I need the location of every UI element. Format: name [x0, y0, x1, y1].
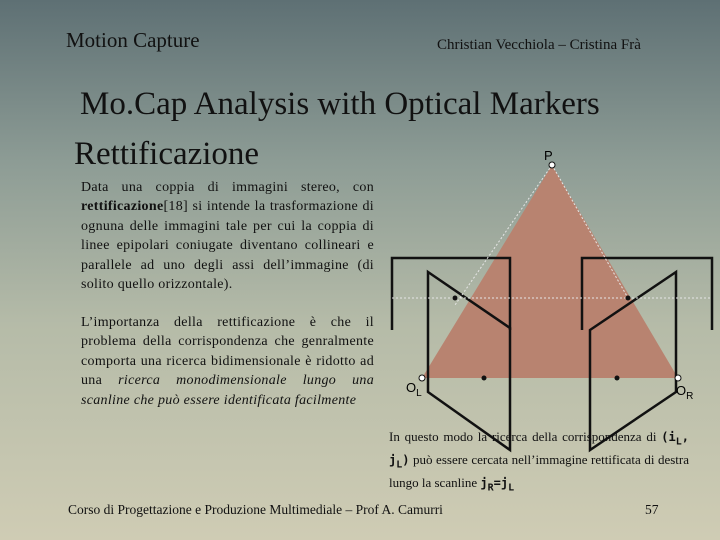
left-image-point [453, 296, 458, 301]
pair-notation: ($i_L$, $j_L$) [389, 430, 689, 471]
header-course-title: Motion Capture [66, 28, 200, 52]
diagram-caption: In questo modo la ricerca della corrispondenza di ($i_L$, $j_L$) può essere cercata nell’immagine rettificata di destra lungo la scanline $j_R=j_L$ [389, 429, 689, 494]
right-center-marker [615, 376, 620, 381]
para1-rest: [18] si intende la trasformazione di ognuna delle immagini tale per cui la coppia di linee epipolari coniugate diventano collineari e parallele ad uno degli assi dell’immagine (di solito quello orizzontale). [81, 199, 374, 293]
right-optical-center-marker [675, 375, 681, 381]
para1-bold-term: rettificazione [81, 199, 164, 215]
page-number: 57 [645, 502, 659, 517]
scanline-equation: $j_R=j_L$ [480, 475, 515, 494]
para1-prefix: Data una coppia di immagini stereo, con [81, 180, 374, 195]
para2-plain: L’importanza della rettificazione è che il problema della corrispondenza che genralmente comporta una ricerca bidimensionale è ridotto ad una [81, 315, 374, 389]
footer-course: Corso di Progettazione e Produzione Multimediale – Prof A. Camurri [68, 502, 443, 517]
left-center-marker [482, 376, 487, 381]
slide-subtitle: Rettificazione [74, 136, 260, 172]
left-center-label: $O_L$ [406, 380, 422, 399]
header-authors: Christian Vecchiola – Cristina Frà [437, 37, 641, 53]
left-optical-center-marker [419, 375, 425, 381]
right-image-point [626, 296, 631, 301]
right-center-label: $O_R$ [676, 383, 694, 402]
point-p-label: P [544, 148, 553, 163]
epipolar-triangle [422, 165, 678, 378]
slide-title: Mo.Cap Analysis with Optical Markers [80, 86, 600, 122]
para2-italic: ricerca monodimensionale lungo una scanline che può essere identificata facilmente [81, 373, 374, 408]
